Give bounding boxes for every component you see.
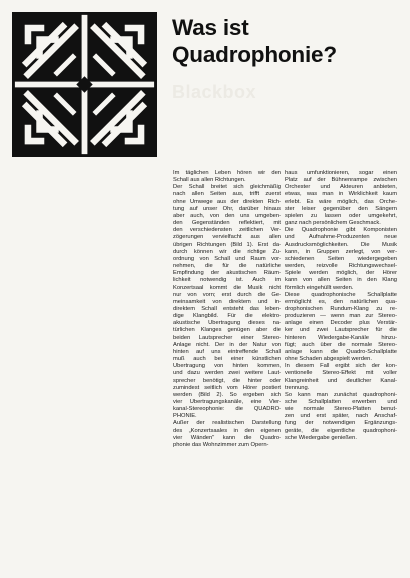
text-line: und dazu werden zwei weitere Laut-	[173, 370, 281, 377]
text-line: Diese quadrophonische Schallplatte	[285, 291, 397, 298]
title-line-1: Was ist	[172, 15, 249, 40]
text-line: fügt; auch über die normale Stereo-	[285, 341, 397, 348]
title-line-2: Quadrophonie?	[172, 42, 337, 67]
text-line: Konzertsaal kommt die Musik nicht	[173, 284, 281, 291]
text-line: hinten auf uns eintreffende Schall	[173, 348, 281, 355]
text-line: ker und zwei Lautsprecher für die	[285, 327, 397, 334]
text-line: Anlage nicht. Der in der Natur von	[173, 341, 281, 348]
text-line: den Gegenständen reflektiert, mit	[173, 220, 281, 227]
text-line: muß auch bei einer künstlichen	[173, 356, 281, 363]
text-line: Im täglichen Leben hören wir den	[173, 170, 281, 176]
text-line: ganz nach persönlichem Geschmack.	[285, 220, 381, 227]
text-line: geräte, die eigentliche quadrophoni-	[285, 427, 397, 434]
text-line: ohne Umwege aus der direkten Rich-	[173, 198, 281, 205]
text-line: Schall aus allen Richtungen.	[173, 177, 246, 184]
text-line: direktem Schall entsteht das leben-	[173, 305, 281, 312]
text-line: übrigen Richtungen (Bild 1). Erst da-	[173, 241, 281, 248]
text-line: den verschiedensten zeitlichen Ver-	[173, 227, 281, 234]
text-line: durch können wir die richtige Zu-	[173, 248, 281, 255]
text-line: Außer der realistischen Darstellung	[173, 420, 281, 427]
text-line: Der Schall breitet sich gleichmäßig	[173, 184, 281, 191]
page-title	[172, 14, 402, 68]
text-line: produzieren — wenn man zur Stereo-	[285, 313, 397, 320]
text-line: wie normale Stereo-Platten benut-	[285, 406, 397, 413]
text-line: und Aufnahme-Produzenten neue	[285, 234, 397, 241]
text-line: hinteren Wiedergabe-Kanäle hinzu-	[285, 334, 397, 341]
text-line: lichkeit notwendig ist. Auch im	[173, 277, 281, 284]
text-line: Empfindung der akustischen Räum-	[173, 270, 281, 277]
text-line: kanal-Stereophonie: die QUADRO-	[173, 406, 281, 413]
faint-background-text: Blackbox	[172, 82, 257, 102]
text-line: Die Quadrophonie gibt Komponisten	[285, 227, 397, 234]
text-line: akustische Übertragung dieses na-	[173, 320, 281, 327]
text-line: ster leiser gegenüber den Sängern	[285, 205, 397, 212]
text-line: fung der notwendigen Ergänzungs-	[285, 420, 397, 427]
text-line: drophonischen Rundum-Klang zu re-	[285, 305, 397, 312]
text-line: etwas, was man in Wirklichkeit kaum	[285, 191, 397, 198]
text-line: zumindest seitlich vom Hörer postiert	[173, 384, 281, 391]
text-line: tung auf unser Ohr, darüber hinaus	[173, 205, 281, 212]
text-line: kann von allen Seiten in den Klang	[285, 277, 397, 284]
text-line: anlage kann die Quadro-Schallplatte	[285, 348, 397, 355]
text-line: nehmen, die für die natürliche	[173, 263, 281, 270]
text-line: förmlich eingehüllt werden.	[285, 284, 354, 291]
text-line: Orchester und Akteuren anbieten,	[285, 184, 397, 191]
text-line: dige Klangbild. Für die elektro-	[173, 313, 281, 320]
text-line: beiden Lautsprecher einer Stereo-	[173, 334, 281, 341]
quadrophonie-arrow-emblem-icon	[12, 12, 157, 157]
text-line: Platz auf der Bühnenrampe zwischen	[285, 177, 397, 184]
text-line: ventionelle Stereo-Effekt mit voller	[285, 370, 397, 377]
text-line: phonie das Wohnzimmer zum Opern-	[173, 441, 269, 448]
text-line: Klangreinheit und deutlicher Kanal-	[285, 377, 397, 384]
text-line: meinsamkeit von direktem und in-	[173, 298, 281, 305]
text-line: sche Wiedergabe genießen.	[285, 434, 357, 441]
body-text-column-1	[173, 170, 281, 449]
text-line: Spiele werden möglich, der Hörer	[285, 270, 397, 277]
text-line: sprecher benötigt, die hinter oder	[173, 377, 281, 384]
text-line: Übertragung von hinten kommen,	[173, 363, 281, 370]
text-line: erlebt. Es wäre möglich, das Orche-	[285, 198, 397, 205]
text-line: vier Übertragungskanäle, eine Vier-	[173, 399, 281, 405]
text-line: Ausdrucksmöglichkeiten. Die Musik	[285, 241, 397, 248]
text-line: In diesem Fall ergibt sich der kon-	[285, 363, 397, 370]
text-line: So kann man zunächst quadrophoni-	[285, 391, 397, 398]
text-line: aber auch, von den uns umgeben-	[173, 212, 281, 219]
text-line: werden (Bild 2). So ergeben sich	[173, 391, 281, 398]
text-line: des „Konzertsaales in den eigenen	[173, 427, 281, 434]
text-line: werden, reizvolle Richtungswechsel-	[285, 263, 397, 270]
text-line: trennung.	[285, 384, 310, 391]
text-line: kann, in Gruppen zerlegt, von ver-	[285, 248, 397, 255]
text-line: haus umfunktionieren, sogar einen	[285, 170, 397, 176]
text-line: anlage einen Decoder plus Verstär-	[285, 320, 397, 327]
text-line: ohne Schaden abgespielt werden.	[285, 356, 372, 363]
text-line: spielen zu lassen oder umgekehrt,	[285, 212, 397, 219]
text-line: zen und erst später, nach Anschaf-	[285, 413, 397, 420]
body-text-column-2	[285, 170, 397, 442]
text-line: PHONIE.	[173, 413, 197, 420]
text-line: türlichen Klanges genügen aber die	[173, 327, 281, 334]
text-line: ermöglicht es, den natürlichen qua-	[285, 298, 397, 305]
text-line: sche Schallplatten erwerben und	[285, 399, 397, 405]
text-line: ordnung von Schall und Raum vor-	[173, 255, 281, 262]
text-line: schiedenen Seiten wiedergegeben	[285, 255, 397, 262]
text-line: zögerungen vervielfacht aus allen	[173, 234, 281, 241]
text-line: nur von vorn; erst durch die Ge-	[173, 291, 281, 298]
text-line: vier Wänden" kann die Quadro-	[173, 434, 281, 441]
text-line: nach allen Seiten aus, trifft zuerst	[173, 191, 281, 198]
